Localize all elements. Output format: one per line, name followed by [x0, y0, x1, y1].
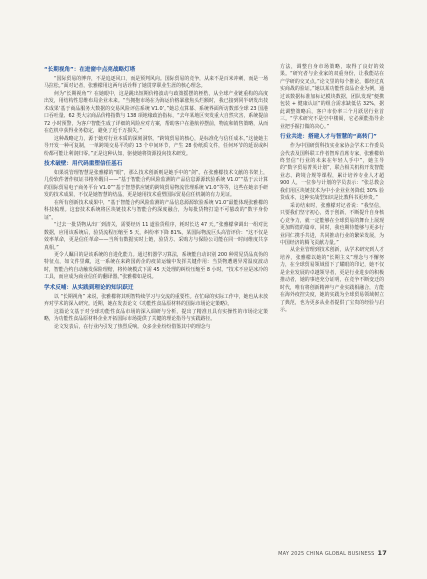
left-column	[44, 64, 268, 331]
footer-issue-label: MAY 2025 CHINA GLOBAL BUSINESS	[278, 551, 375, 557]
paragraph: “国际贸易的博弈，不是追逐风口，而是预判风向。国际贸易的竞争，从来不是百米冲刺，而是一场马拉松。”面对记者，张雅檬用这两句话诠释了她贯穿职业生涯的核心理念。	[44, 76, 268, 90]
paragraph: 这种战略定力，源于她对行业本质的深刻洞察。“跨境贸易的核心，是标准化与信任成本。”这使她主导开发一种可复制，一单跨境交易平均的 13 个中间环节，产生 28 份纸质文件，任何环节的延误或纠纷都可能让利润归零。”正是这种认知，驱使她将资源投向技术研发。	[44, 135, 268, 157]
section-heading-industry: 行业共进：搭建人才与智慧的“高转门”	[280, 134, 377, 141]
paragraph: 以 “长期视角” 来说，张雅檬将其明智特续学习与交流的重要性。在忙碌的实际工作中，她也从未放弃对学术的深入研究。近期，她在发表论文《功能性食品原材料的国际市场论定策略》。	[44, 293, 268, 308]
paragraph: 何为“长期视角”？在她眼中，这是跳出短期价格波动与政策摇摆的桎梏，从全球产业链重构的高度出发，用结构性思维布局企业未来。“当拥抱市场在为海运价格暴涨焦头烂额时，我已接到同半研发出技术成果‘基于商品服务大数据的交易风险评估系统 V1.0’。”她总点算幕、系统界面所访数部全球 23 国港口吞吐量、62 类大宗商品价格指数与 138 项地缘政治指标，“去年某地区突发重大自然灾害，系统提前 72 小时预警，为客户智能生成了详细的风险应对方案，帮助客户在港航停摆前，物流和销售策略，从而在危机中获得业务稳定，避免了近千万损失。”	[44, 90, 268, 135]
paragraph: 论文发表后，在行业内引发了热烈反响。众多企业纷纷借鉴其中的理念与	[54, 323, 211, 330]
paragraph: 更令人瞩目的是该系统的自进化能力。通过机器学习算法，系统能自动识别 200 种常见货品真伪的特征点，如文件里藏，这一系统在来跨国药企的疫苗运输中发挥关键作用：当货物遭遇异常温度波动时，智能合约自动触发保险理赔，将传统模式下需 45 天处理的纠纷压缩至 8 小时。“技术不应是冰冷的工具，而应成为商业信任的翻译器。”张雅檬如是说。	[44, 251, 268, 281]
paragraph: “过去一批货物从出厂到清关，需要经历 11 道验货程序，耗时长达 47 天。”张雅檬拿调出一组对比数据，应用该系统后，验货流程压缩至 5 天，纠纷率下降 81%。某国际物流巨头高管评价：“这不仅是效率革命，更是信任革命——当所有数据实时上链，验货方、采购方与保险公司能在同一时间维度共享真相。”	[44, 222, 268, 251]
paragraph: 如果说管理智慧是张雅檬的“眼”，那么技术创新则是她手中的“剑”。在张雅檬技术文献的书架上，几份软件著作权证书格外醒目——“基于智能合约风险监测的产品信息源源软验系统 V1.0”“基于云计算的国际贸易电子商务平台 V1.0”“基于智慧供应链的跨境贸易物流管理系统 V1.0”等等，这些在她亲手研发的技术成果，不仅是她智慧的结晶，更是她用技术重塑国际贸易信任机制的有力见证。	[44, 169, 268, 199]
right-column	[280, 64, 384, 315]
section-heading-long-term: “长期视角”：在进窗中点亮战略灯塔	[44, 67, 136, 73]
section-heading-tech: 技术破壁：用代码重塑信任基石	[44, 160, 123, 167]
paragraph: 方法，调整自身市场策略，取得了良好的效果。“研究者与企业家的双重身份，让我能站在产学研的交叉点。”论文里的每个推论，都经过真实商战的验证。”她以某功能性食品企业为例，通过该数据标准加标记模块数据，团队发现“便携包装 + 健康认证”的组合需求缺低估 32%，据此调整策略后，客户市份率三个月跃居行业首三。“学术研究不是空中楼阁，它必须能指导企业把手握打做的决心。”	[280, 64, 384, 130]
paragraph: 作为中国研贸科技实业家协会学术工作委员会代表及国科联工作者智库首席专家，张雅檬始终坚信“行业的未来在年轻人手中”，她主导的“数字贸易菁英计划”，联合相关机构开发智能业态、跨境合规等课程，累计培养专业人才超 900 人，一位参与计划的学员表示：“张总教会我们用区块链技术为中小企业业务降低 30% 验货成本，这种实战型知识是比教科书更珍贵。”	[280, 143, 384, 202]
paragraph: 从企业管理到技术创新，从学术研究到人才培养，张雅檬以她的“长期主义”理念与不懈努力，在全球贸易领域留下了耀眼的印记，她不仅是企业发展的卓越领导者，更是行业进步的积极推动者，她的事迹充分证明，在竞争不断变迁的时代，唯有将创新精神与产业实践相融合，方能在海外疫控尖度，她的实践为全球贸易领域树立了典范，也为更多从业者提供了宝贵的经验与启示。	[280, 247, 384, 314]
paragraph: 采访结束时，张雅檬对记者说：“我坚信，只要我们坚守初心，勇于创新，不断提升自身核心竞争力，就一定能够在全球贸易的舞台上展现更加辉煌的篇章，同时，我也期待能够与更多行业同仁携手共进，共同推动行业的繁荣发展，为中国经济的腾飞贡献力量。”	[280, 202, 384, 246]
paragraph: 在所有创新技术成果中，“基于智能合约风险监测的产品信息源源软验系统 V1.0”最能体现张雅檬的科技梳理。这套技术系统将区块链技术与智能合约深度融合，为每批货物打造不可篡改的“数字身份证”。	[44, 199, 268, 221]
section-heading-academic: 学术反哺：从实践到理论的知识跃迁	[44, 284, 134, 291]
page-number: 17	[377, 549, 387, 557]
paragraph: 这篇论文基于对全球功能性食品市场的深入调研与分析，提出了精准且具有实操性的市场论定策略，为功能性食品原材料企业开拓国际市场提供了关键的理论指导与实践路径。	[44, 308, 268, 323]
page-footer	[278, 549, 387, 557]
